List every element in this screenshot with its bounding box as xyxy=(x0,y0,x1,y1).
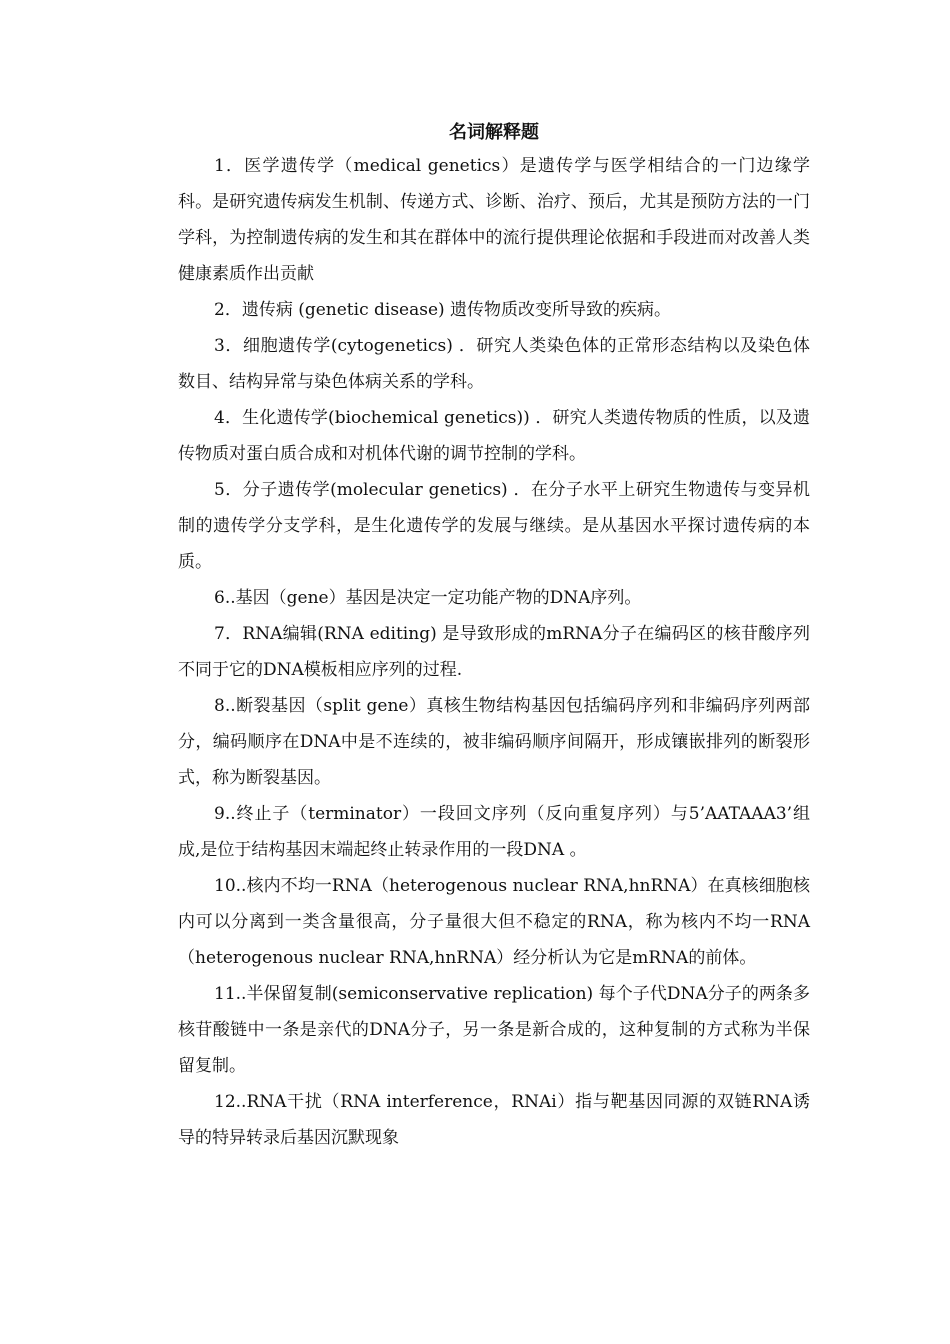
definition-paragraph-2: 2．遗传病 (genetic disease) 遗传物质改变所导致的疾病。 xyxy=(214,300,672,320)
document-page xyxy=(178,120,810,1156)
definition-paragraph-6: 6..基因（gene）基因是决定一定功能产物的DNA序列。 xyxy=(214,588,642,608)
definition-paragraph-1: 1．医学遗传学（medical genetics）是遗传学与医学相结合的一门边缘学科。是研究遗传病发生机制、传递方式、诊断、治疗、预后，尤其是预防方法的一门学科，为控制遗传病的发生和其在群体中的流行提供理论依据和手段进而对改善人类健康素质作出贡献 xyxy=(178,156,810,284)
document-title: 名词解释题 xyxy=(449,122,539,143)
definition-paragraph-3: 3．细胞遗传学(cytogenetics) ．研究人类染色体的正常形态结构以及染色体数目、结构异常与染色体病关系的学科。 xyxy=(178,336,810,392)
definition-paragraph-9: 9..终止子（terminator）一段回文序列（反向重复序列）与5’AATAAA3’组成,是位于结构基因末端起终止转录作用的一段DNA 。 xyxy=(178,804,810,860)
definition-paragraph-5: 5．分子遗传学(molecular genetics) ．在分子水平上研究生物遗传与变异机制的遗传学分支学科，是生化遗传学的发展与继续。是从基因水平探讨遗传病的本质。 xyxy=(178,480,810,572)
definition-paragraph-12: 12..RNA干扰（RNA interference，RNAi）指与靶基因同源的双链RNA诱导的特异转录后基因沉默现象 xyxy=(178,1092,810,1148)
definition-paragraph-10: 10..核内不均一RNA（heterogenous nuclear RNA,hnRNA）在真核细胞核内可以分离到一类含量很高，分子量很大但不稳定的RNA，称为核内不均一RNA（heterogenous nuclear RNA,hnRNA）经分析认为它是mRNA的前体。 xyxy=(178,876,810,968)
definition-paragraph-8: 8..断裂基因（split gene）真核生物结构基因包括编码序列和非编码序列两部分，编码顺序在DNA中是不连续的，被非编码顺序间隔开，形成镶嵌排列的断裂形式，称为断裂基因。 xyxy=(178,696,810,788)
definition-paragraph-4: 4．生化遗传学(biochemical genetics)) ．研究人类遗传物质的性质，以及遗传物质对蛋白质合成和对机体代谢的调节控制的学科。 xyxy=(178,408,810,464)
definition-paragraph-7: 7．RNA编辑(RNA editing) 是导致形成的mRNA分子在编码区的核苷酸序列不同于它的DNA模板相应序列的过程. xyxy=(178,624,810,680)
definition-paragraph-11: 11..半保留复制(semiconservative replication) 每个子代DNA分子的两条多核苷酸链中一条是亲代的DNA分子，另一条是新合成的，这种复制的方式称为半保留复制。 xyxy=(178,984,810,1076)
